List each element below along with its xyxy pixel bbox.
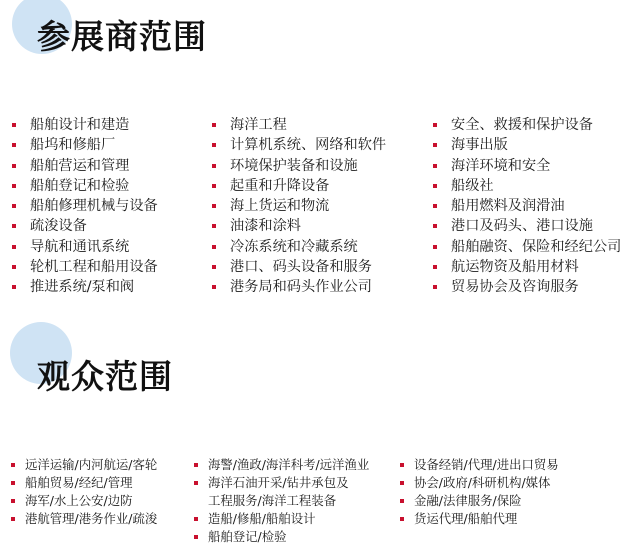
list-item: 船用燃料及润滑油: [431, 196, 621, 216]
list-item: 轮机工程和船用设备: [10, 257, 158, 277]
audience-scope-column-3: [399, 456, 559, 528]
list-item: 船舶设计和建造: [10, 115, 158, 135]
list-item: 海军/水上公安/边防: [10, 492, 157, 510]
list-item: 造船/修船/船舶设计: [193, 510, 369, 528]
list-item: 安全、救援和保护设备: [431, 115, 621, 135]
list-item: 船舶登记/检验: [193, 528, 369, 546]
audience-scope-column-2: [193, 456, 369, 546]
list-item: 海警/渔政/海洋科考/远洋渔业: [193, 456, 369, 474]
list-item: 疏浚设备: [10, 216, 158, 236]
list-item: 海洋石油开采/钻井承包及 工程服务/海洋工程装备: [193, 474, 369, 510]
list-item: 港口及码头、港口设施: [431, 216, 621, 236]
list-item: 海上货运和物流: [210, 196, 386, 216]
list-item: 海事出版: [431, 135, 621, 155]
list-item: 船舶营运和管理: [10, 156, 158, 176]
list-item: 船级社: [431, 176, 621, 196]
list-item: 海洋工程: [210, 115, 386, 135]
list-item: 环境保护装备和设施: [210, 156, 386, 176]
exhibit-scope-header: [0, 0, 300, 80]
list-item: 货运代理/船舶代理: [399, 510, 559, 528]
list-item: 船舶融资、保险和经纪公司: [431, 237, 621, 257]
list-item: 设备经销/代理/进出口贸易: [399, 456, 559, 474]
list-item: 港口、码头设备和服务: [210, 257, 386, 277]
list-item: 导航和通讯系统: [10, 237, 158, 257]
exhibit-scope-column-3: [431, 115, 621, 298]
audience-scope-column-1: [10, 456, 157, 528]
list-item: 船舶贸易/经纪/管理: [10, 474, 157, 492]
list-item: 港务局和码头作业公司: [210, 277, 386, 297]
list-item: 起重和升降设备: [210, 176, 386, 196]
list-item: 油漆和涂料: [210, 216, 386, 236]
list-item: 船舶登记和检验: [10, 176, 158, 196]
audience-scope-header: [0, 330, 300, 410]
list-item: 冷冻系统和冷藏系统: [210, 237, 386, 257]
list-item: 推进系统/泵和阀: [10, 277, 158, 297]
exhibit-scope-title: 参展商范围: [37, 17, 207, 56]
list-item: 航运物资及船用材料: [431, 257, 621, 277]
list-item: 金融/法律服务/保险: [399, 492, 559, 510]
list-item: 计算机系统、网络和软件: [210, 135, 386, 155]
list-item: 船舶修理机械与设备: [10, 196, 158, 216]
list-item: 远洋运输/内河航运/客轮: [10, 456, 157, 474]
exhibit-scope-column-2: [210, 115, 386, 298]
list-item: 港航管理/港务作业/疏浚: [10, 510, 157, 528]
list-item: 协会/政府/科研机构/媒体: [399, 474, 559, 492]
audience-scope-title: 观众范围: [37, 357, 173, 396]
exhibit-scope-column-1: [10, 115, 158, 298]
list-item: 海洋环境和安全: [431, 156, 621, 176]
list-item: 船坞和修船厂: [10, 135, 158, 155]
list-item: 贸易协会及咨询服务: [431, 277, 621, 297]
